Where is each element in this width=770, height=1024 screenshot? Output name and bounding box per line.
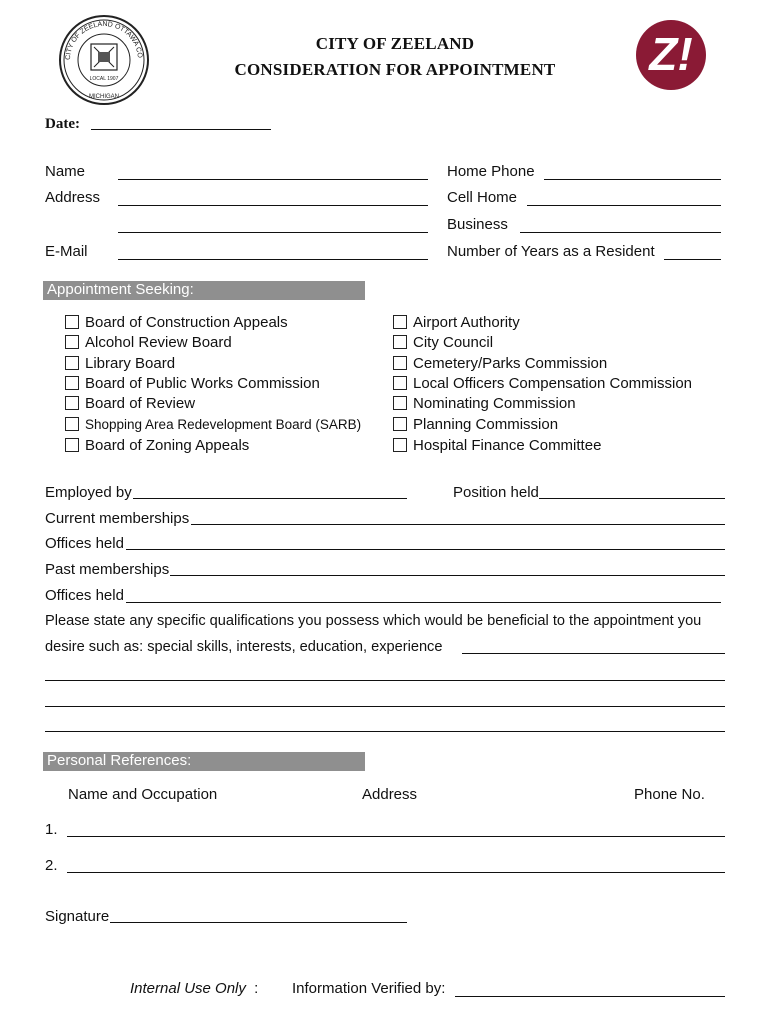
home-phone-field[interactable]: [544, 179, 721, 180]
signature-label: Signature: [45, 908, 110, 925]
qualifications-field-3[interactable]: [45, 731, 725, 732]
option-right-4: Nominating Commission: [413, 395, 576, 412]
references-heading: Personal References:: [43, 752, 365, 771]
option-left-1: Alcohol Review Board: [85, 334, 232, 351]
checkbox-left-6[interactable]: [65, 438, 79, 452]
ref-row-1-label: 1.: [45, 821, 58, 838]
address-field-2[interactable]: [118, 232, 428, 233]
svg-text:MICHIGAN: MICHIGAN: [89, 94, 119, 100]
years-resident-label: Number of Years as a Resident: [447, 243, 655, 260]
checkbox-right-3[interactable]: [393, 376, 407, 390]
qualifications-line-1: Please state any specific qualifications you possess which would be beneficial to the appointment you: [45, 613, 702, 629]
logo-text: Z!: [649, 28, 693, 80]
employed-by-label: Employed by: [45, 484, 132, 501]
cell-home-field[interactable]: [527, 205, 721, 206]
checkbox-right-4[interactable]: [393, 396, 407, 410]
employed-by-field[interactable]: [133, 498, 407, 499]
current-memberships-field[interactable]: [191, 524, 725, 525]
option-left-0: Board of Construction Appeals: [85, 314, 288, 331]
checkbox-right-5[interactable]: [393, 417, 407, 431]
ref-col-name: Name and Occupation: [68, 786, 218, 803]
ref-row-2-field[interactable]: [67, 872, 725, 873]
checkbox-left-0[interactable]: [65, 315, 79, 329]
ref-row-2-label: 2.: [45, 857, 58, 874]
appointment-heading: Appointment Seeking:: [43, 281, 365, 300]
option-left-6: Board of Zoning Appeals: [85, 437, 250, 454]
checkbox-right-2[interactable]: [393, 356, 407, 370]
qualifications-field-1[interactable]: [45, 680, 725, 681]
position-held-field[interactable]: [539, 498, 725, 499]
ref-col-phone: Phone No.: [634, 786, 705, 803]
name-field[interactable]: [118, 179, 428, 180]
checkbox-right-6[interactable]: [393, 438, 407, 452]
option-right-6: Hospital Finance Committee: [413, 437, 602, 454]
qualifications-field-0[interactable]: [462, 653, 725, 654]
title-line-2: CONSIDERATION FOR APPOINTMENT: [234, 60, 556, 79]
checkbox-right-0[interactable]: [393, 315, 407, 329]
offices-held-label-1: Offices held: [45, 535, 124, 552]
internal-use-colon: :: [254, 980, 259, 997]
date-field[interactable]: [91, 129, 271, 130]
internal-use-label: [130, 980, 258, 997]
ref-col-address: Address: [362, 786, 418, 803]
years-resident-field[interactable]: [664, 259, 721, 260]
checkbox-left-4[interactable]: [65, 396, 79, 410]
verified-by-field[interactable]: [455, 996, 725, 997]
cell-home-label: Cell Home: [447, 189, 518, 206]
option-right-1: City Council: [413, 334, 494, 351]
address-label: Address: [45, 189, 101, 206]
name-label: Name: [45, 163, 86, 180]
checkbox-left-1[interactable]: [65, 335, 79, 349]
business-label: Business: [447, 216, 508, 233]
current-memberships-label: Current memberships: [45, 510, 190, 527]
checkbox-left-5[interactable]: [65, 417, 79, 431]
email-label: E-Mail: [45, 243, 88, 260]
checkbox-right-1[interactable]: [393, 335, 407, 349]
zeeland-logo: [636, 20, 706, 90]
option-left-5: Shopping Area Redevelopment Board (SARB): [85, 417, 362, 432]
offices-held-label-2: Offices held: [45, 587, 124, 604]
position-held-label: Position held: [453, 484, 539, 501]
option-right-5: Planning Commission: [413, 416, 559, 433]
title-line-1: CITY OF ZEELAND: [315, 34, 475, 53]
ref-row-1-field[interactable]: [67, 836, 725, 837]
business-field[interactable]: [520, 232, 721, 233]
past-memberships-field[interactable]: [170, 575, 725, 576]
offices-held-field-1[interactable]: [126, 549, 725, 550]
option-right-0: Airport Authority: [413, 314, 520, 331]
past-memberships-label: Past memberships: [45, 561, 170, 578]
date-label: Date:: [45, 116, 80, 132]
qualifications-field-2[interactable]: [45, 706, 725, 707]
option-right-3: Local Officers Compensation Commission: [413, 375, 693, 392]
verified-by-label: Information Verified by:: [292, 980, 446, 997]
address-field-1[interactable]: [118, 205, 428, 206]
svg-text:CITY OF ZEELAND OTTAWA COUNTY: CITY OF ZEELAND OTTAWA CO: [64, 20, 144, 61]
signature-field[interactable]: [110, 922, 407, 923]
qualifications-line-2: desire such as: special skills, interests, education, experience: [45, 639, 443, 655]
svg-text:LOCAL 1907: LOCAL 1907: [89, 76, 119, 82]
email-field[interactable]: [118, 259, 428, 260]
option-left-3: Board of Public Works Commission: [85, 375, 320, 392]
option-left-2: Library Board: [85, 355, 176, 372]
option-right-2: Cemetery/Parks Commission: [413, 355, 608, 372]
internal-use-text: Internal Use Only: [130, 980, 246, 997]
checkbox-left-3[interactable]: [65, 376, 79, 390]
home-phone-label: Home Phone: [447, 163, 535, 180]
option-left-4: Board of Review: [85, 395, 196, 412]
offices-held-field-2[interactable]: [126, 602, 721, 603]
checkbox-left-2[interactable]: [65, 356, 79, 370]
